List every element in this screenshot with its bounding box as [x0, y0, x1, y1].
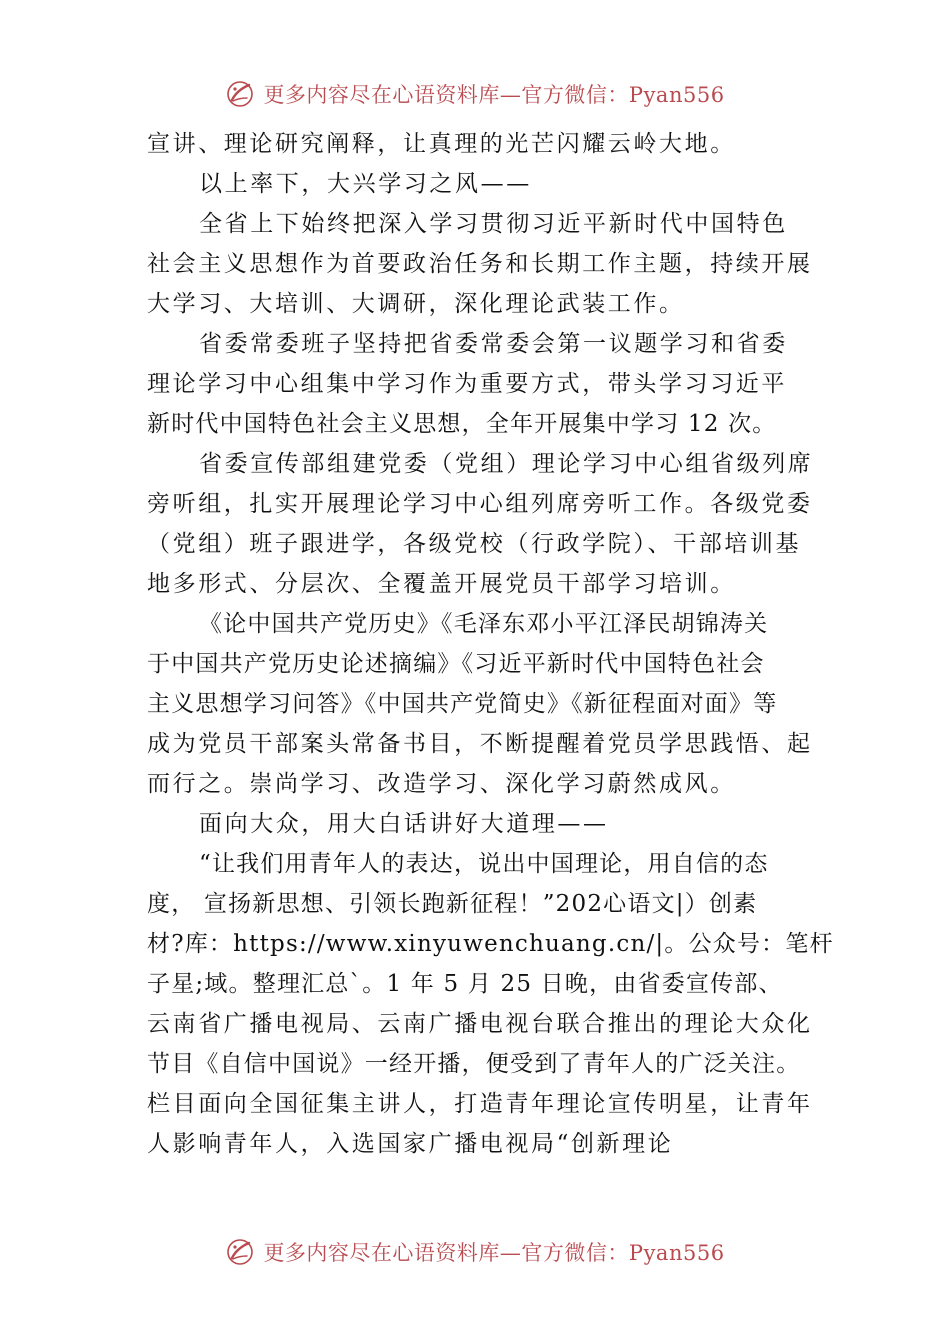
body-line: “让我们用青年人的表达，说出中国理论，用自信的态: [199, 851, 769, 877]
body-line: 省委常委班子坚持把省委常委会第一议题学习和省委: [199, 331, 788, 357]
section-heading: 面向大众，用大白话讲好大道理——: [199, 811, 609, 837]
footer-watermark-banner: [0, 1232, 950, 1272]
body-line: 子星;域。整理汇总`。1 年 5 月 25 日晚，由省委宣传部、: [147, 971, 783, 997]
body-line: 省委宣传部组建党委（党组）理论学习中心组省级列席: [199, 451, 814, 477]
body-line: 社会主义思想作为首要政治任务和长期工作主题，持续开展: [147, 251, 813, 277]
body-line: 成为党员干部案头常备书目，不断提醒着党员学思践悟、起: [147, 731, 813, 757]
body-line: 理论学习中心组集中学习作为重要方式，带头学习习近平: [147, 371, 787, 397]
body-line: 材?库：https://www.xinyuwenchuang.cn/|。公众号：笔杆: [147, 931, 834, 957]
body-line: 新时代中国特色社会主义思想，全年开展集中学习 12 次。: [147, 411, 777, 437]
body-line: 主义思想学习问答》《中国共产党简史》《新征程面对面》等: [147, 691, 778, 717]
body-line: 地多形式、分层次、全覆盖开展党员干部学习培训。: [147, 571, 736, 597]
body-line: 而行之。崇尚学习、改造学习、深化学习蔚然成风。: [147, 771, 736, 797]
body-line: 栏目面向全国征集主讲人，打造青年理论宣传明星，让青年: [147, 1091, 813, 1117]
brush-pen-logo-icon: [225, 1237, 255, 1267]
body-line: 宣讲、理论研究阐释，让真理的光芒闪耀云岭大地。: [147, 131, 736, 157]
body-line: 于中国共产党历史论述摘编》《习近平新时代中国特色社会: [147, 651, 765, 677]
brush-pen-logo-icon: [225, 79, 255, 109]
document-body: [147, 124, 834, 1164]
body-line: 度， 宣扬新思想、引领长跑新征程！”202心语文|）创素: [147, 891, 758, 917]
body-line: 大学习、大培训、大调研，深化理论武装工作。: [147, 291, 685, 317]
body-line: （党组）班子跟进学，各级党校（行政学院）、干部培训基: [147, 531, 802, 557]
header-watermark-text: 更多内容尽在心语资料库—官方微信：Pyan556: [263, 83, 725, 107]
body-line: 节目《自信中国说》一经开播，便受到了青年人的广泛关注。: [147, 1051, 801, 1077]
body-line: 《论中国共产党历史》《毛泽东邓小平江泽民胡锦涛关: [199, 611, 769, 637]
body-line: 旁听组，扎实开展理论学习中心组列席旁听工作。各级党委: [147, 491, 813, 517]
body-line: 云南省广播电视局、云南广播电视台联合推出的理论大众化: [147, 1011, 813, 1037]
body-line: 全省上下始终把深入学习贯彻习近平新时代中国特色: [199, 211, 788, 237]
header-watermark-banner: [0, 74, 950, 114]
footer-watermark-text: 更多内容尽在心语资料库—官方微信：Pyan556: [263, 1241, 725, 1265]
section-heading: 以上率下，大兴学习之风——: [199, 171, 532, 197]
body-line: 人影响青年人，入选国家广播电视局“创新理论: [147, 1131, 674, 1157]
